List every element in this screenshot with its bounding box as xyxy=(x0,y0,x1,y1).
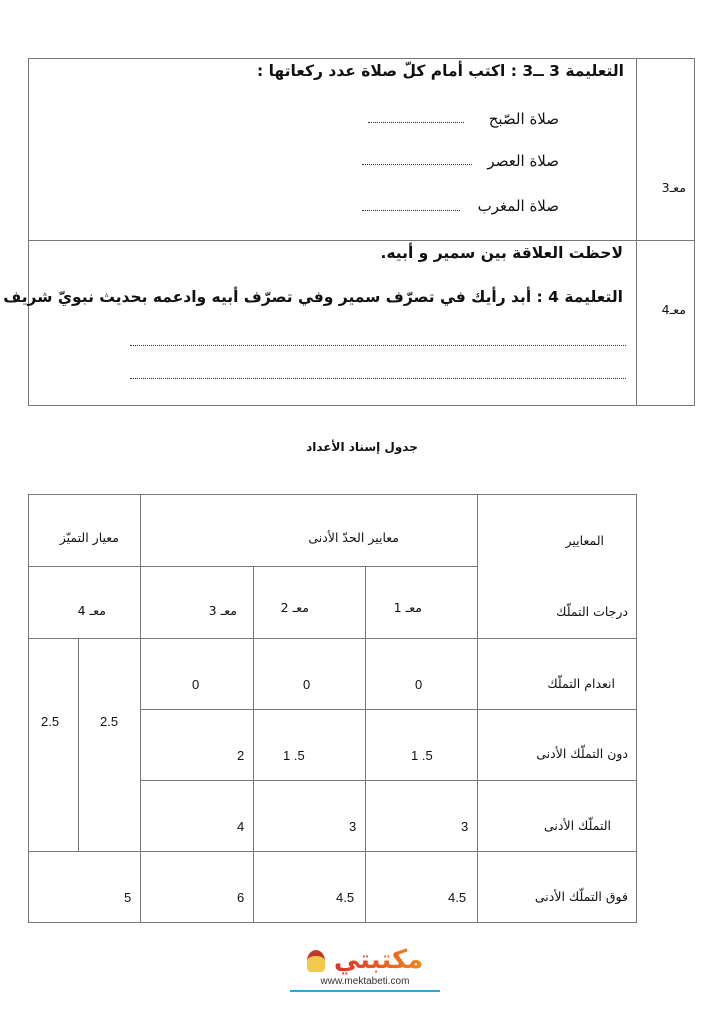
logo-text: مكتبتي xyxy=(333,945,424,975)
header-min-criteria: معايير الحدّ الأدنى xyxy=(308,530,399,545)
cell: 5 xyxy=(124,890,132,905)
cell: 0 xyxy=(303,677,311,692)
cell: 0 xyxy=(192,677,200,692)
cell: 3 xyxy=(461,819,469,834)
section3-instruction: التعليمة 3 ــ3 : اكتب أمام كلّ صلاة عدد ركعاتها : xyxy=(257,62,624,80)
cell: 6 xyxy=(237,890,245,905)
header-c4: معـ 4 xyxy=(77,603,106,618)
boy-reading-icon xyxy=(307,950,325,972)
cell: 2 xyxy=(237,748,245,763)
cell: 1 .5 xyxy=(283,748,305,763)
grading-title: جدول إسناد الأعداد xyxy=(306,440,418,454)
mektabeti-logo xyxy=(290,944,440,996)
cell-merged: 2.5 xyxy=(41,714,60,729)
answer-line[interactable] xyxy=(130,345,626,346)
header-c3: معـ 3 xyxy=(208,603,237,618)
logo-url: www.mektabeti.com xyxy=(320,976,410,987)
header-excellence: معيار التميّز xyxy=(59,530,119,545)
cell: 1 .5 xyxy=(411,748,433,763)
cell: 0 xyxy=(415,677,423,692)
header-c2: معـ 2 xyxy=(280,600,309,615)
cell: 4.5 xyxy=(448,890,467,905)
cell: 3 xyxy=(349,819,357,834)
row-level: فوق التملّك الأدنى xyxy=(534,889,628,904)
header-c1: معـ 1 xyxy=(393,600,422,615)
header-levels: درجات التملّك xyxy=(556,604,628,619)
row-level: دون التملّك الأدنى xyxy=(536,746,628,761)
row-level: التملّك الأدنى xyxy=(544,818,611,833)
answer-line[interactable] xyxy=(130,378,626,379)
row-level: انعدام التملّك xyxy=(547,676,615,691)
prayer-item: صلاة الصّبح xyxy=(488,110,559,128)
prayer-item: صلاة المغرب xyxy=(477,197,559,215)
prayer-item: صلاة العصر xyxy=(487,152,559,170)
header-criteria: المعايير xyxy=(565,533,604,548)
section4-instruction: التعليمة 4 : أبد رأيك في تصرّف سمير وفي تصرّف أبيه وادعمه بحديث نبويّ شريف xyxy=(3,288,623,306)
section4-observe: لاحظت العلاقة بين سمير و أبيه. xyxy=(380,244,623,262)
cell: 4 xyxy=(237,819,245,834)
section3-label: معـ3 xyxy=(661,180,686,195)
cell-merged: 2.5 xyxy=(100,714,119,729)
section4-label: معـ4 xyxy=(661,302,686,317)
cell: 4.5 xyxy=(336,890,355,905)
